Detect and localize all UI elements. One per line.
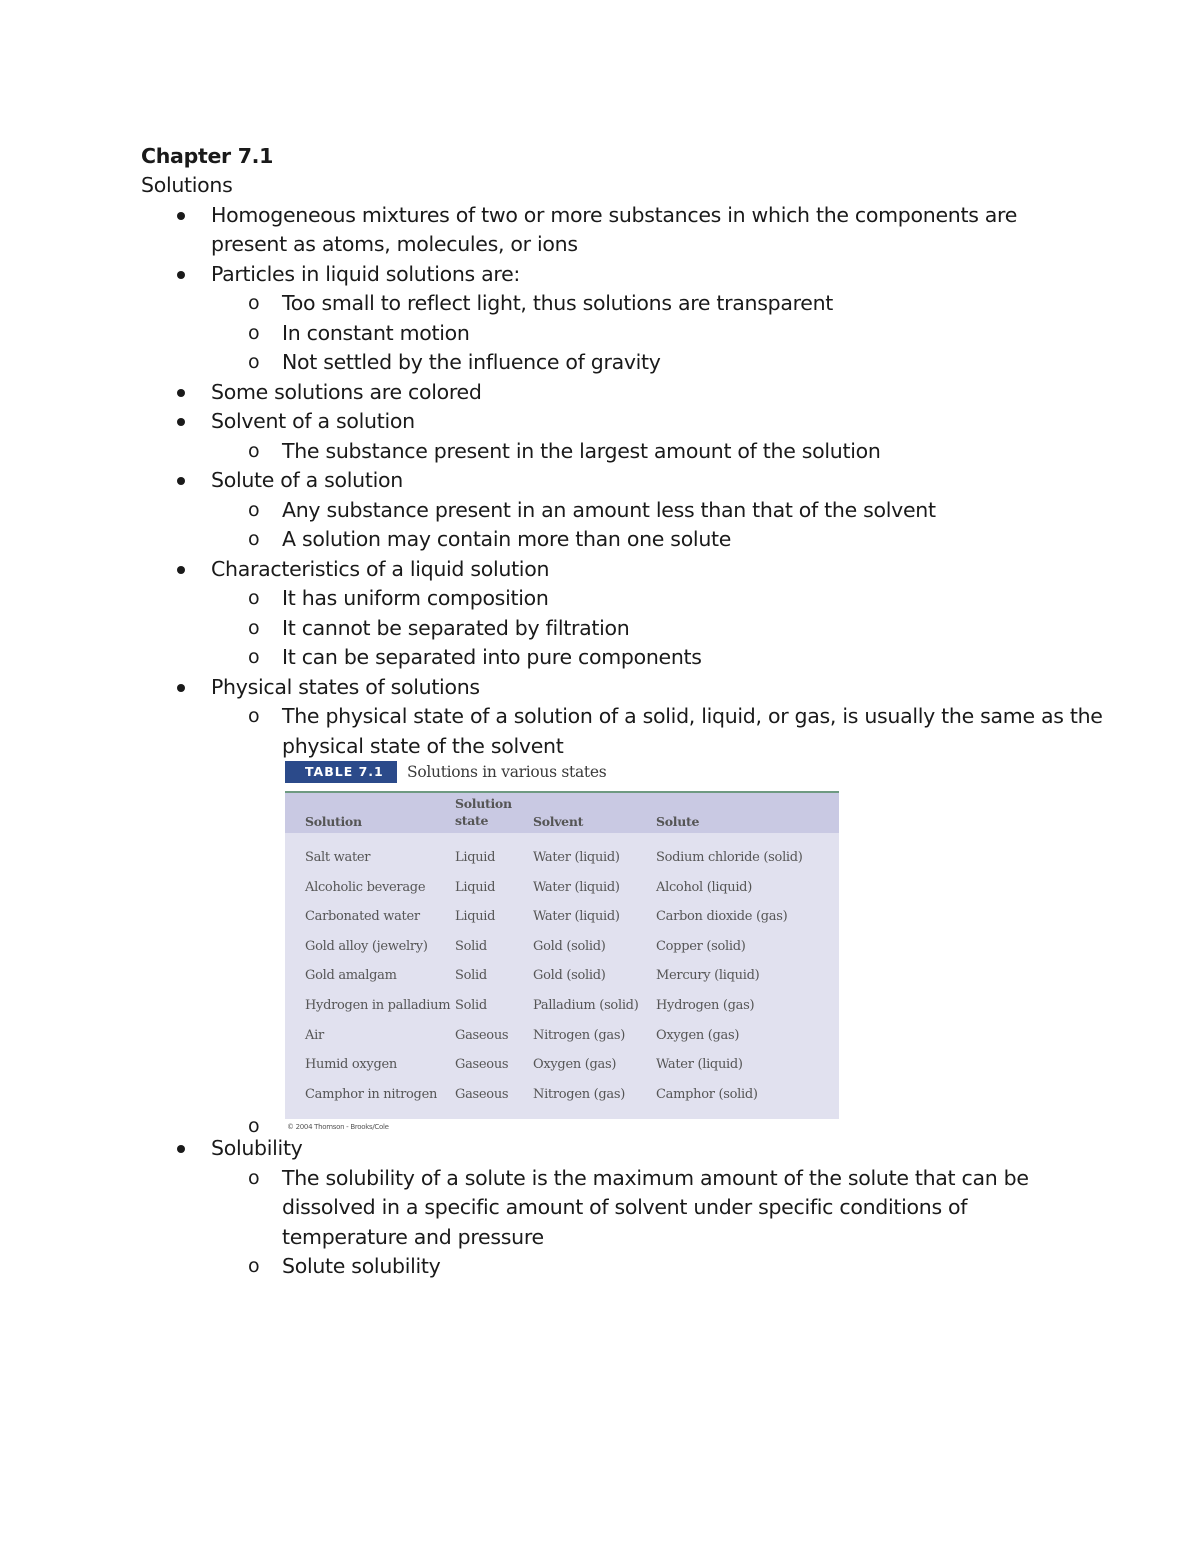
list-item-continuation: present as atoms, molecules, or ions (211, 232, 578, 256)
table-column-headers (285, 793, 839, 833)
col-header-state-line2: state (455, 813, 489, 828)
document-page (141, 142, 1103, 1282)
sub-list-item (141, 348, 1081, 378)
table-cell-solution: Salt water (305, 850, 371, 865)
table-cell-state: Liquid (455, 850, 496, 865)
circle-bullet-icon: o (248, 1255, 260, 1277)
circle-bullet-icon: o (248, 587, 260, 609)
table-cell-solvent: Gold (solid) (533, 938, 606, 954)
table-cell-state: Gaseous (455, 1086, 509, 1102)
table-row (285, 843, 839, 873)
circle-bullet-icon: o (248, 528, 260, 550)
list-item-text: Characteristics of a liquid solution (211, 556, 550, 581)
chapter-title: Chapter 7.1 (141, 144, 274, 168)
section-title: Solutions (141, 173, 233, 197)
table-cell-solute: Oxygen (gas) (656, 1027, 740, 1043)
table-cell-solution: Humid oxygen (305, 1057, 397, 1073)
table-cell-solute: Alcohol (liquid) (656, 879, 752, 895)
table-cell-solute: Hydrogen (gas) (656, 997, 755, 1013)
table-row (285, 961, 839, 991)
sub-list-item-text: The physical state of a solution of a solid, liquid, or gas, is usually the same as the (282, 704, 1103, 728)
table-cell-state: Liquid (455, 909, 496, 925)
table-cell-solvent: Nitrogen (gas) (533, 1086, 626, 1102)
sub-list-item (141, 702, 1103, 732)
sub-list-item-text: Any substance present in an amount less than that of the solvent (282, 497, 936, 522)
table-cell-solvent: Palladium (solid) (533, 997, 639, 1013)
sub-list-item (141, 289, 1081, 319)
sub-list-item (141, 319, 1081, 349)
circle-bullet-icon: o (248, 646, 260, 668)
list-item (141, 555, 1081, 585)
bullet-icon (177, 212, 185, 220)
table-cell-solvent: Gold (solid) (533, 968, 606, 984)
sub-list-item (141, 1164, 1081, 1194)
sub-list-item (141, 643, 1081, 673)
circle-bullet-icon: o (248, 705, 260, 727)
table-cell-solute: Camphor (solid) (656, 1086, 758, 1102)
table-cell-solvent: Nitrogen (gas) (533, 1027, 626, 1043)
table-rows (285, 833, 839, 1119)
list-item-text: Solubility (211, 1136, 303, 1160)
table-cell-state: Gaseous (455, 1027, 509, 1043)
table-cell-state: Gaseous (455, 1057, 509, 1073)
table-cell-solute: Sodium chloride (solid) (656, 850, 803, 865)
list-item-text: Particles in liquid solutions are: (211, 261, 521, 286)
sub-list-item-continuation: dissolved in a specific amount of solvent under specific conditions of (282, 1195, 968, 1219)
bullet-icon (177, 566, 185, 574)
circle-bullet-icon: o (248, 292, 260, 314)
col-header-state-line1: Solution (455, 796, 512, 811)
circle-bullet-icon: o (248, 498, 260, 521)
sub-list-item-text: It can be separated into pure components (282, 645, 702, 669)
circle-bullet-icon: o (248, 1166, 260, 1189)
table-cell-solvent: Water (liquid) (533, 909, 620, 925)
list-item (141, 201, 1081, 231)
sub-list-item-text: The substance present in the largest amount of the solution (282, 438, 881, 463)
table-row (285, 991, 839, 1021)
bullet-icon (177, 477, 185, 485)
sub-list-item (141, 1252, 1081, 1282)
sub-list-item-continuation: physical state of the solvent (282, 733, 564, 758)
table-cell-solvent: Oxygen (gas) (533, 1057, 617, 1073)
table-row (285, 932, 839, 962)
table-row (285, 1080, 839, 1110)
sub-list-item-text: It has uniform composition (282, 586, 549, 610)
list-item (141, 1134, 1081, 1164)
sub-list-item-text: Not settled by the influence of gravity (282, 350, 661, 374)
table-row (285, 873, 839, 903)
table-caption: Solutions in various states (407, 763, 607, 781)
table-cell-solution: Hydrogen in palladium (305, 997, 451, 1013)
sub-list-item-text: In constant motion (282, 320, 470, 345)
table-cell-solute: Copper (solid) (656, 938, 746, 954)
sub-list-item-text: A solution may contain more than one solute (282, 527, 732, 551)
table-cell-state: Solid (455, 968, 487, 984)
table-cell-solute: Carbon dioxide (gas) (656, 909, 788, 925)
copyright-notice: © 2004 Thomson - Brooks/Cole (287, 1123, 389, 1132)
table-cell-solvent: Water (liquid) (533, 879, 620, 895)
bullet-icon (177, 271, 185, 279)
col-header-solution: Solution (305, 814, 362, 829)
list-item (141, 673, 1081, 703)
circle-bullet-icon: o (248, 1115, 260, 1137)
table-row (285, 902, 839, 932)
list-item (141, 260, 1081, 290)
table-figure (248, 761, 841, 1137)
table-cell-solution: Carbonated water (305, 909, 420, 925)
table-row (285, 1021, 839, 1051)
sub-list-item-text: Too small to reflect light, thus solutions are transparent (282, 291, 834, 315)
table-cell-state: Solid (455, 938, 487, 954)
sub-list-item-continuation: temperature and pressure (282, 1224, 544, 1249)
table-cell-solute: Water (liquid) (656, 1057, 743, 1073)
list-item-text: Solvent of a solution (211, 409, 415, 433)
bullet-icon (177, 684, 185, 692)
list-item (141, 466, 1081, 496)
table-cell-solute: Mercury (liquid) (656, 968, 760, 984)
table-cell-state: Solid (455, 997, 487, 1013)
table-label: TABLE 7.1 (285, 761, 397, 783)
table-cell-solvent: Water (liquid) (533, 850, 620, 865)
circle-bullet-icon: o (248, 439, 260, 462)
col-header-state (455, 795, 533, 829)
table-row (285, 1050, 839, 1080)
sub-list-item-text: The solubility of a solute is the maximum amount of the solute that can be (282, 1165, 1029, 1190)
bullet-icon (177, 1145, 185, 1153)
sub-list-item (141, 496, 1081, 526)
table-cell-solution: Camphor in nitrogen (305, 1086, 438, 1102)
table-header-bar (285, 761, 841, 783)
sub-list-item (141, 584, 1081, 614)
col-header-solvent: Solvent (533, 814, 584, 829)
table-cell-solution: Gold amalgam (305, 968, 397, 984)
sub-list-item (141, 525, 1081, 555)
table-cell-solution: Alcoholic beverage (305, 879, 426, 895)
bullet-icon (177, 418, 185, 426)
bullet-icon (177, 389, 185, 397)
table-cell-solution: Gold alloy (jewelry) (305, 938, 428, 954)
sub-list-item (141, 437, 1081, 467)
circle-bullet-icon: o (248, 351, 260, 373)
circle-bullet-icon: o (248, 321, 260, 344)
list-item-text: Solute of a solution (211, 468, 403, 492)
sub-list-item (141, 614, 1081, 644)
list-item (141, 407, 1081, 437)
circle-bullet-icon: o (248, 616, 260, 639)
list-item (141, 378, 1081, 408)
list-item-text: Some solutions are colored (211, 379, 482, 404)
col-header-solute: Solute (656, 814, 700, 829)
list-item-text: Physical states of solutions (211, 674, 480, 699)
list-item-text: Homogeneous mixtures of two or more substances in which the components are (211, 202, 1018, 227)
sub-list-item-text: It cannot be separated by filtration (282, 615, 630, 640)
sub-list-item-text: Solute solubility (282, 1254, 441, 1278)
table-body (285, 791, 839, 1119)
table-cell-state: Liquid (455, 879, 496, 895)
table-cell-solution: Air (305, 1027, 324, 1043)
